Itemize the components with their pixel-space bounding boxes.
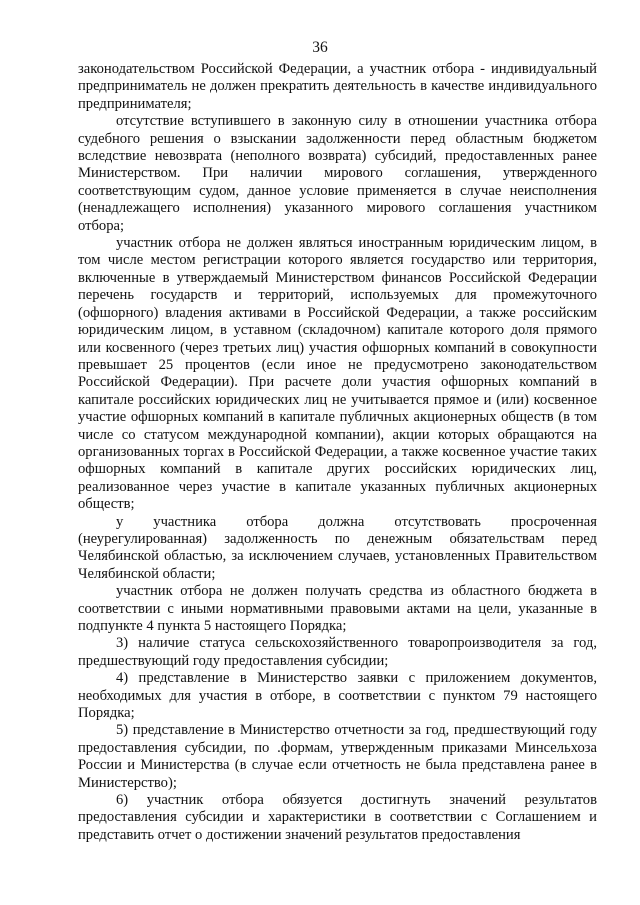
paragraph-continuation: законодательством Российской Федерации, а участник отбора - индивидуальный предприниматель не должен прекратить деятельность в качестве индивидуального предпринимателя; <box>78 61 597 112</box>
paragraph-item-3: 3) наличие статуса сельскохозяйственного товаропроизводителя за год, предшествующий году предоставления субсидии; <box>78 635 597 669</box>
page-number: 36 <box>312 39 328 56</box>
paragraph-no-court-decision: отсутствие вступившего в законную силу в отношении участника отбора судебного решения о взыскании задолженности перед областным бюджетом вследствие невозврата (неполного возврата) субсидий, предоставленных ранее Министерством. При наличии мирового соглашения, утвержденного соответствующим судом, данное условие применяется в случае неисполнения (ненадлежащего исполнения) указанного мирового соглашения участником отбора; <box>78 113 597 234</box>
document-body <box>78 61 597 844</box>
paragraph-no-overdue-debt: у участника отбора должна отсутствовать просроченная (неурегулированная) задолженность по денежным обязательствам перед Челябинской областью, за исключением случаев, установленных Правительством Челябинской области; <box>78 513 597 582</box>
paragraph-item-4: 4) представление в Министерство заявки с приложением документов, необходимых для участия в отборе, в соответствии с пунктом 79 настоящего Порядка; <box>78 670 597 722</box>
paragraph-item-5: 5) представление в Министерство отчетности за год, предшествующий году предоставления субсидии, по .формам, утвержденным приказами Минсельхоза России и Министерства (в случае если отчетность не была представлена ранее в Министерство); <box>78 722 597 791</box>
paragraph-no-other-budget-funds: участник отбора не должен получать средства из областного бюджета в соответствии с иными нормативными правовыми актами на цели, указанные в подпункте 4 пункта 5 настоящего Порядка; <box>78 583 597 634</box>
paragraph-not-foreign-entity: участник отбора не должен являться иностранным юридическим лицом, в том числе местом регистрации которого является государство или территория, включенные в утверждаемый Министерством финансов Российской Федерации перечень государств и территорий, используемых для промежуточного (офшорного) владения активами в Российской Федерации, а также российским юридическим лицом, в уставном (складочном) капитале которого доля прямого или косвенного (через третьих лиц) участия офшорных компаний в совокупности превышает 25 процентов (если иное не предусмотрено законодательством Российской Федерации). При расчете доли участия офшорных компаний в капитале российских юридических лиц не учитывается прямое и (или) косвенное участие офшорных компаний в капитале публичных акционерных обществ (в том числе со статусом международной компании), акции которых обращаются на организованных торгах в Российской Федерации, а также косвенное участие таких офшорных компаний в капитале других российских юридических лиц, реализованное через участие в капитале указанных публичных акционерных обществ; <box>78 235 597 513</box>
paragraph-item-6: 6) участник отбора обязуется достигнуть значений результатов предоставления субсидии и характеристики в соответствии с Соглашением и представить отчет о достижении значений результатов предоставления <box>78 792 597 843</box>
